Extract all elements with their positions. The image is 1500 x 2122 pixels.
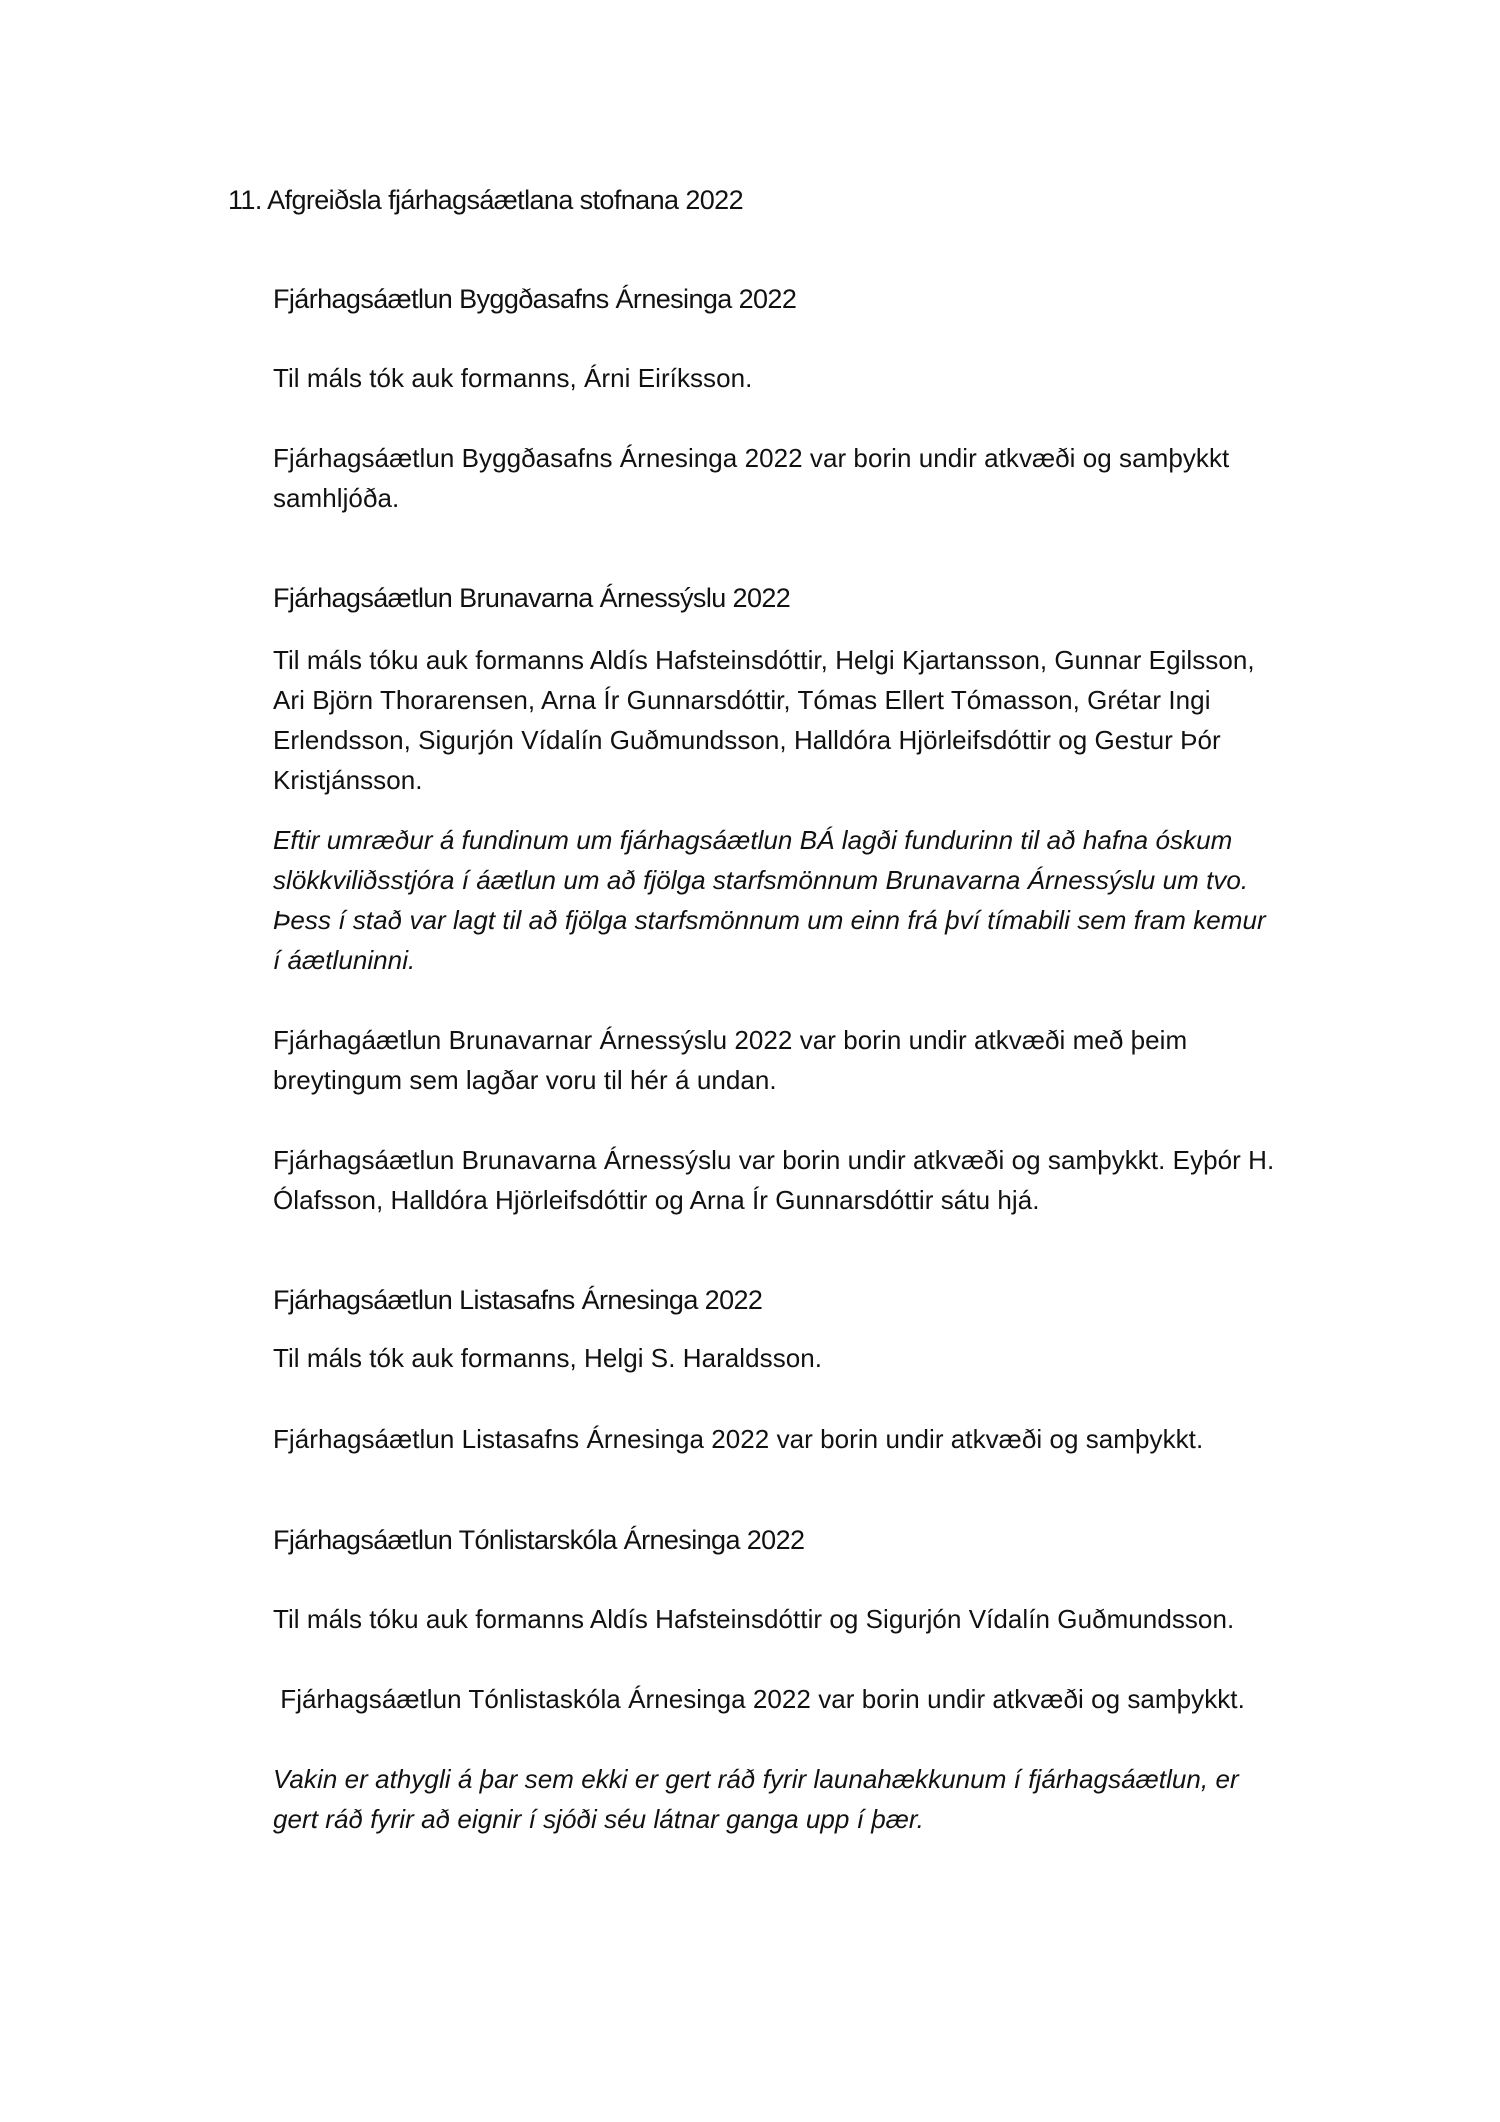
section-heading-brunavarnir: Fjárhagsáætlun Brunavarna Árnessýslu 2022 [273, 583, 791, 613]
paragraph-line: Til máls tók auk formanns, Helgi S. Haraldsson. [273, 1343, 823, 1373]
paragraph-line: Fjárhagsáætlun Tónlistaskóla Árnesinga 2022 var borin undir atkvæði og samþykkt. [273, 1684, 1245, 1714]
italic-paragraph-line: slökkviliðsstjóra í áætlun um að fjölga starfsmönnum Brunavarna Árnessýslu um tvo. [273, 865, 1249, 895]
italic-paragraph-line: Þess í stað var lagt til að fjölga starfsmönnum um einn frá því tímabili sem fram kemur [273, 905, 1266, 935]
section-heading-listasafn: Fjárhagsáætlun Listasafns Árnesinga 2022 [273, 1285, 763, 1315]
italic-paragraph-line: Eftir umræður á fundinum um fjárhagsáætlun BÁ lagði fundurinn til að hafna óskum [273, 825, 1233, 855]
paragraph-line: Fjárhagsáætlun Listasafns Árnesinga 2022 var borin undir atkvæði og samþykkt. [273, 1424, 1204, 1454]
paragraph-line: Fjárhagsáætlun Byggðasafns Árnesinga 2022 var borin undir atkvæði og samþykkt [273, 443, 1230, 473]
paragraph-line: samhljóða. [273, 483, 400, 513]
paragraph-line: breytingum sem lagðar voru til hér á undan. [273, 1065, 777, 1095]
paragraph-line: Fjárhagáætlun Brunavarnar Árnessýslu 2022 var borin undir atkvæði með þeim [273, 1025, 1188, 1055]
main-heading: 11. Afgreiðsla fjárhagsáætlana stofnana 2022 [228, 185, 743, 215]
paragraph-line: Kristjánsson. [273, 765, 423, 795]
section-heading-tonlistarskoli: Fjárhagsáætlun Tónlistarskóla Árnesinga 2022 [273, 1525, 805, 1555]
paragraph-line: Fjárhagsáætlun Brunavarna Árnessýslu var borin undir atkvæði og samþykkt. Eyþór H. [273, 1145, 1275, 1175]
italic-paragraph-line: í áætluninni. [273, 945, 416, 975]
paragraph-line: Til máls tók auk formanns, Árni Eiríksson. [273, 363, 753, 393]
paragraph-line: Erlendsson, Sigurjón Vídalín Guðmundsson, Halldóra Hjörleifsdóttir og Gestur Þór [273, 725, 1221, 755]
italic-paragraph-line: Vakin er athygli á þar sem ekki er gert ráð fyrir launahækkunum í fjárhagsáætlun, er [273, 1764, 1239, 1794]
paragraph-line: Til máls tóku auk formanns Aldís Hafsteinsdóttir og Sigurjón Vídalín Guðmundsson. [273, 1604, 1235, 1634]
paragraph-line: Ari Björn Thorarensen, Arna Ír Gunnarsdóttir, Tómas Ellert Tómasson, Grétar Ingi [273, 685, 1211, 715]
paragraph-line: Ólafsson, Halldóra Hjörleifsdóttir og Arna Ír Gunnarsdóttir sátu hjá. [273, 1185, 1040, 1215]
paragraph-line: Til máls tóku auk formanns Aldís Hafsteinsdóttir, Helgi Kjartansson, Gunnar Egilsson, [273, 645, 1255, 675]
section-heading-byggdasafn: Fjárhagsáætlun Byggðasafns Árnesinga 2022 [273, 284, 797, 314]
italic-paragraph-line: gert ráð fyrir að eignir í sjóði séu látnar ganga upp í þær. [273, 1804, 924, 1834]
